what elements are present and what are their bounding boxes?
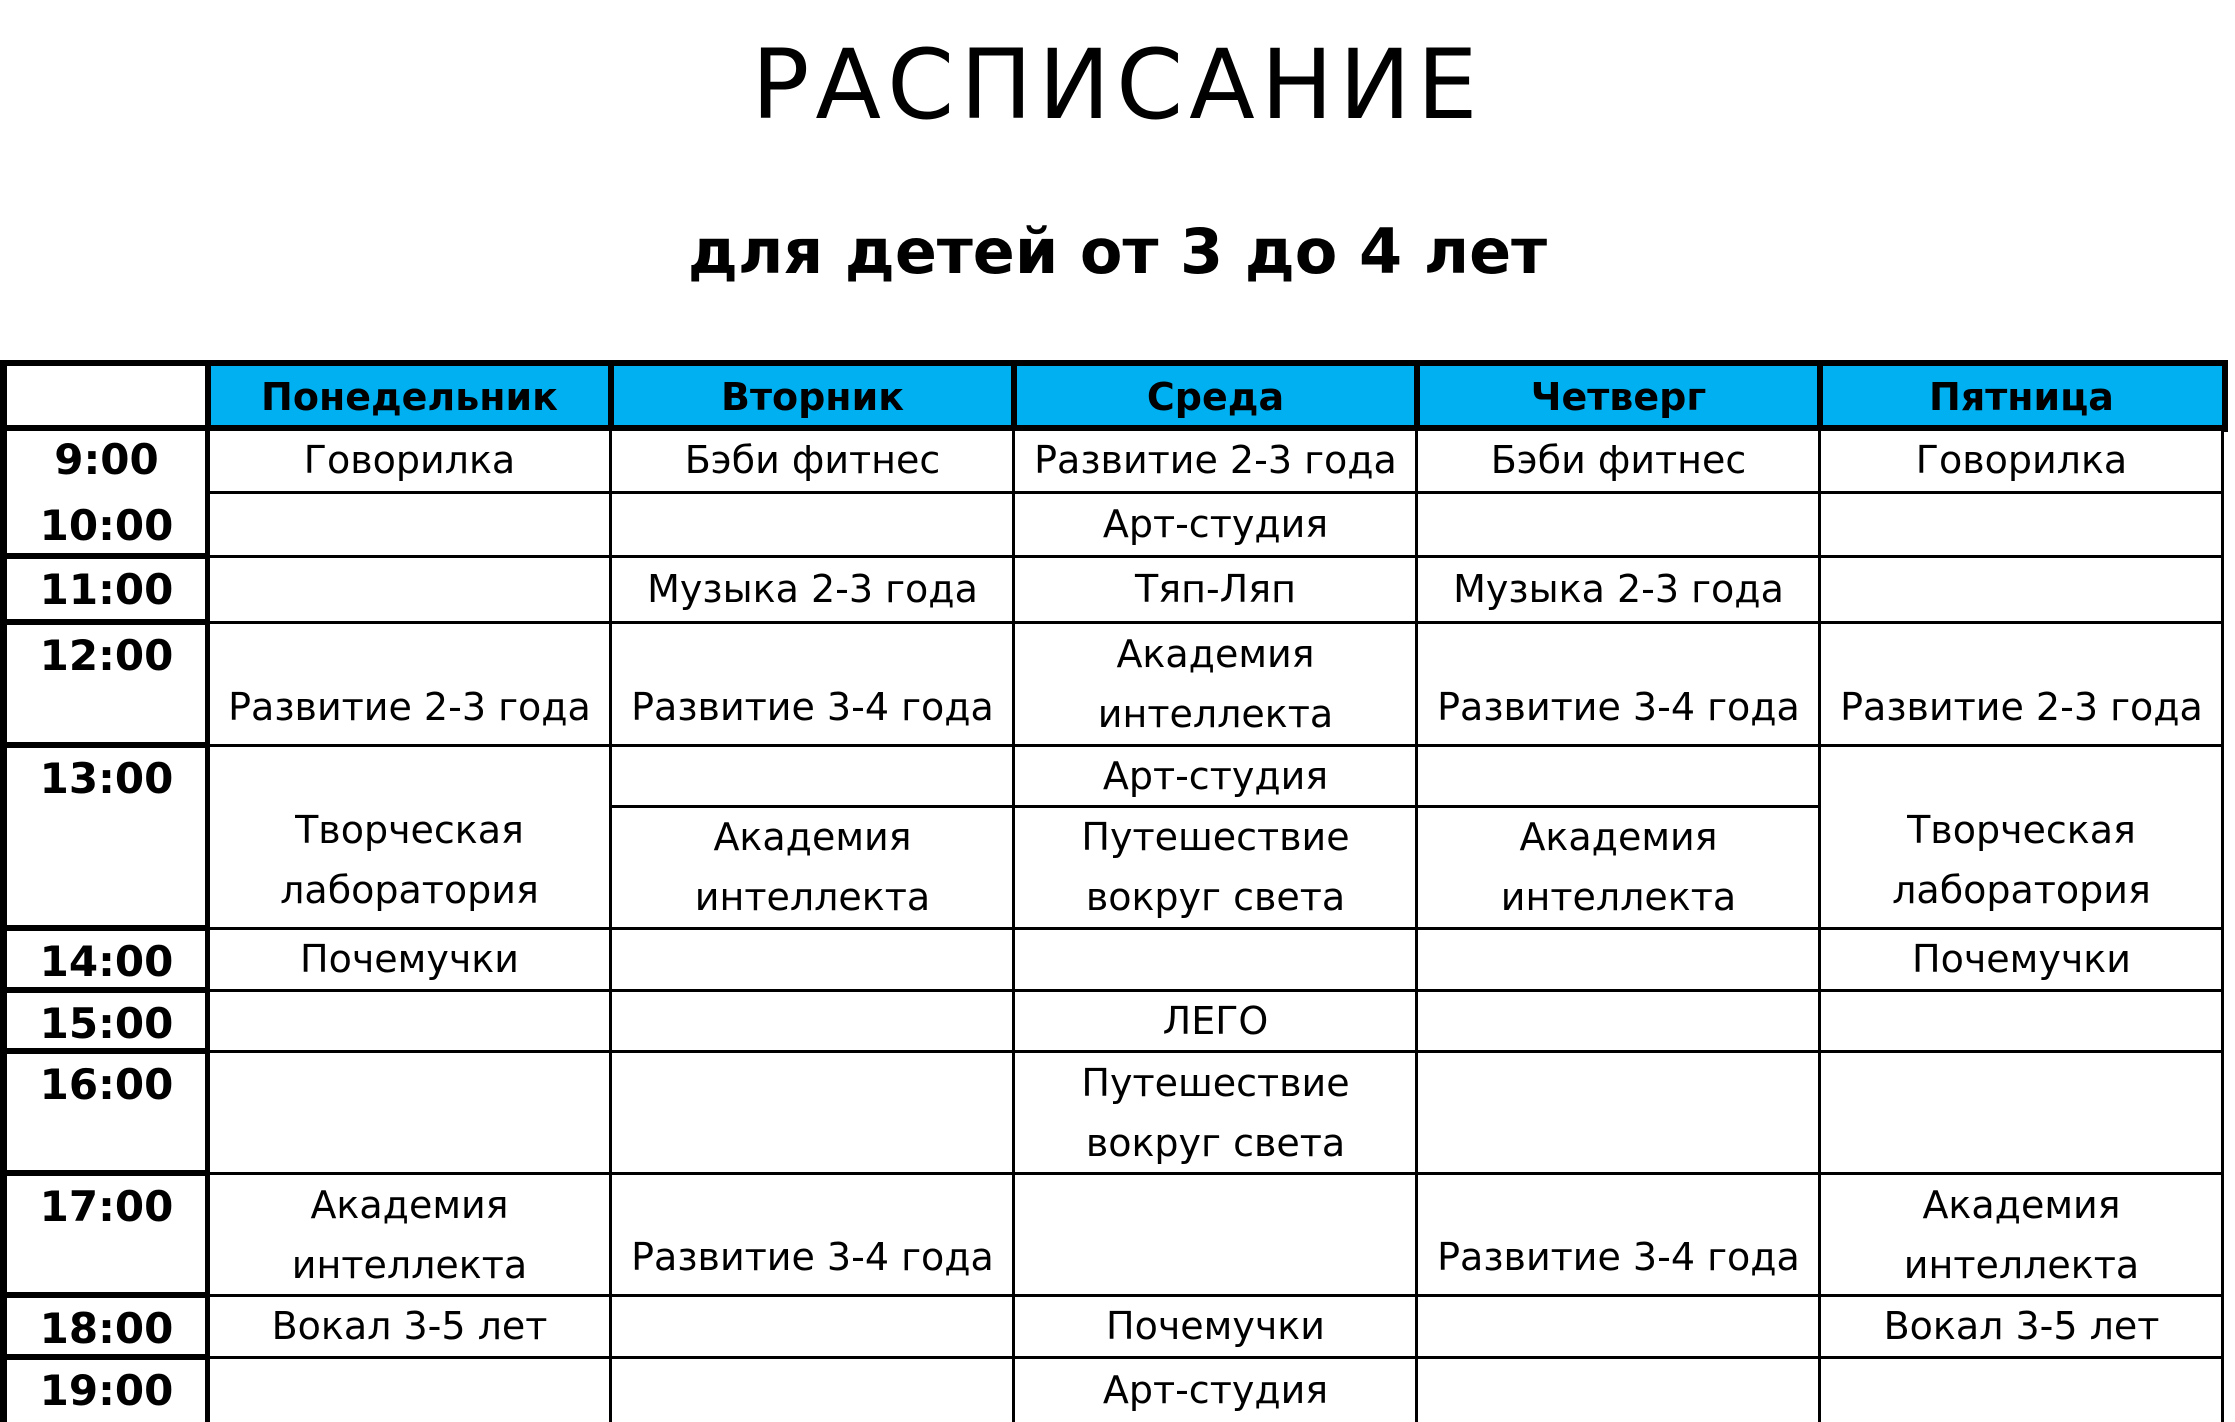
class-cell-fri-r9-line-2: интеллекта xyxy=(1903,1243,2140,1287)
time-label: 14:00 xyxy=(39,937,174,986)
day-header-mon-text: Понедельник xyxy=(261,374,558,419)
class-cell-thu-r3 xyxy=(1417,556,1820,622)
row-separator xyxy=(208,744,2223,747)
class-cell-thu-r5b-line-1: Академия xyxy=(1519,815,1718,859)
class-cell-fri-r9 xyxy=(1820,1173,2223,1295)
class-cell-wed-r7 xyxy=(1014,990,1417,1051)
row-separator xyxy=(208,555,2223,558)
class-cell-mon-r8 xyxy=(208,1051,611,1173)
class-cell-mon-r5-line-1: Творческая xyxy=(295,808,524,852)
class-cell-wed-r7-text: ЛЕГО xyxy=(1162,998,1269,1043)
schedule-table xyxy=(0,360,2225,1422)
row-separator xyxy=(208,491,2223,494)
time-row-separator xyxy=(0,619,208,625)
page-title: РАСПИСАНИЕ xyxy=(751,29,1484,141)
class-cell-tue-r2 xyxy=(611,492,1014,556)
class-cell-tue-r6 xyxy=(611,928,1014,990)
class-cell-tue-r1-text: Бэби фитнес xyxy=(684,438,941,482)
class-cell-wed-r6 xyxy=(1014,928,1417,990)
day-header-wed xyxy=(1014,365,1417,428)
class-cell-tue-r3 xyxy=(611,556,1014,622)
day-header-fri xyxy=(1820,365,2223,428)
day-header-fri-text: Пятница xyxy=(1929,374,2114,419)
class-cell-thu-r7 xyxy=(1417,990,1820,1051)
class-cell-mon-r9-line-1: Академия xyxy=(310,1183,509,1227)
class-cell-thu-r1-text: Бэби фитнес xyxy=(1490,438,1747,482)
header-bottom-border xyxy=(0,425,2227,431)
time-row-separator xyxy=(0,1292,208,1298)
class-cell-fri-r7 xyxy=(1820,990,2223,1051)
class-cell-tue-r5b-line-1: Академия xyxy=(713,815,912,859)
class-cell-wed-r8-line-1: Путешествие xyxy=(1081,1061,1350,1105)
class-cell-thu-r3-text: Музыка 2-3 года xyxy=(1453,567,1784,611)
page-subtitle: для детей от 3 до 4 лет xyxy=(687,215,1548,288)
time-row-separator xyxy=(0,925,208,931)
class-cell-fri-r6 xyxy=(1820,928,2223,990)
class-cell-mon-r2 xyxy=(208,492,611,556)
class-cell-thu-r1 xyxy=(1417,428,1820,492)
class-cell-thu-r5b xyxy=(1417,806,1820,928)
header-right-border xyxy=(2222,360,2228,432)
table-left-border xyxy=(0,360,7,1422)
time-cell-2 xyxy=(5,556,208,622)
time-row-separator xyxy=(0,987,208,993)
class-cell-thu-r4-text: Развитие 3-4 года xyxy=(1437,685,1800,729)
class-cell-fri-r1-text: Говорилка xyxy=(1915,438,2128,482)
class-cell-fri-r4 xyxy=(1820,622,2223,745)
row-separator xyxy=(208,989,2223,992)
class-cell-tue-r3-text: Музыка 2-3 года xyxy=(647,567,978,611)
class-cell-wed-r3-text: Тяп-Ляп xyxy=(1135,567,1296,611)
class-cell-thu-r9-text: Развитие 3-4 года xyxy=(1437,1235,1800,1279)
body-col-separator xyxy=(1818,428,1821,1422)
class-cell-tue-r7 xyxy=(611,990,1014,1051)
class-cell-tue-r5b-line-2: интеллекта xyxy=(694,875,931,919)
time-row-separator xyxy=(0,1354,208,1360)
time-label: 11:00 xyxy=(39,565,174,614)
time-row-separator xyxy=(0,1170,208,1176)
class-cell-wed-r10-text: Почемучки xyxy=(1106,1304,1325,1348)
class-cell-thu-r10 xyxy=(1417,1295,1820,1357)
day-header-mon xyxy=(208,365,611,428)
time-cell-6 xyxy=(5,990,208,1051)
time-label: 18:00 xyxy=(39,1304,174,1353)
time-label: 17:00 xyxy=(39,1182,174,1231)
row-separator xyxy=(208,1050,2223,1053)
class-cell-fri-r10 xyxy=(1820,1295,2223,1357)
class-cell-tue-r4 xyxy=(611,622,1014,745)
class-cell-wed-r5b-line-2: вокруг света xyxy=(1085,875,1346,919)
time-label: 12:00 xyxy=(39,631,174,680)
class-cell-fri-r2 xyxy=(1820,492,2223,556)
time-cell-0-1 xyxy=(5,428,208,556)
time-row-separator xyxy=(0,742,208,748)
time-cell-4 xyxy=(5,745,208,928)
time-label: 13:00 xyxy=(39,754,174,803)
class-cell-fri-r5-line-1: Творческая xyxy=(1907,808,2136,852)
time-cell-3 xyxy=(5,622,208,745)
class-cell-wed-r5a xyxy=(1014,745,1417,806)
table-top-border xyxy=(0,360,2227,366)
class-cell-mon-r1 xyxy=(208,428,611,492)
class-cell-thu-r8 xyxy=(1417,1051,1820,1173)
time-row-separator xyxy=(0,553,208,559)
class-cell-mon-r9-line-2: интеллекта xyxy=(291,1243,528,1287)
class-cell-mon-r1-text: Говорилка xyxy=(303,438,516,482)
class-cell-tue-r5b xyxy=(611,806,1014,928)
time-cell-10 xyxy=(5,1357,208,1422)
time-label: 9:00 xyxy=(54,435,159,484)
body-col-separator xyxy=(609,428,612,1422)
class-cell-wed-r2 xyxy=(1014,492,1417,556)
class-cell-fri-r9-line-1: Академия xyxy=(1922,1183,2121,1227)
day-header-tue xyxy=(611,365,1014,428)
body-col-separator xyxy=(1012,428,1015,1422)
class-cell-wed-r3 xyxy=(1014,556,1417,622)
class-cell-mon-r6 xyxy=(208,928,611,990)
class-cell-thu-r9 xyxy=(1417,1173,1820,1295)
time-label: 16:00 xyxy=(39,1060,174,1109)
class-cell-mon-r10-text: Вокал 3-5 лет xyxy=(271,1304,548,1348)
time-cell-9 xyxy=(5,1295,208,1357)
day-header-tue-text: Вторник xyxy=(721,374,904,419)
header-col-separator xyxy=(205,360,211,430)
class-cell-mon-r10 xyxy=(208,1295,611,1357)
class-cell-wed-r8-line-2: вокруг света xyxy=(1085,1121,1346,1165)
time-label: 10:00 xyxy=(39,501,174,550)
class-cell-wed-r9 xyxy=(1014,1173,1417,1295)
class-cell-fri-r1 xyxy=(1820,428,2223,492)
class-cell-wed-r4-line-2: интеллекта xyxy=(1097,691,1334,736)
class-cell-fri-r11 xyxy=(1820,1357,2223,1422)
class-cell-wed-r2-text: Арт-студия xyxy=(1102,502,1329,546)
class-cell-wed-r1-text: Развитие 2-3 года xyxy=(1034,438,1397,482)
class-cell-thu-r2 xyxy=(1417,492,1820,556)
class-cell-thu-r11 xyxy=(1417,1357,1820,1422)
class-cell-thu-r4 xyxy=(1417,622,1820,745)
body-col-separator xyxy=(1415,428,1418,1422)
class-cell-wed-r10 xyxy=(1014,1295,1417,1357)
class-cell-tue-r8 xyxy=(611,1051,1014,1173)
time-row-separator xyxy=(0,1048,208,1054)
class-cell-thu-r6 xyxy=(1417,928,1820,990)
day-header-thu xyxy=(1417,365,1820,428)
class-cell-mon-r5 xyxy=(208,745,611,928)
time-cell-8 xyxy=(5,1173,208,1295)
class-cell-mon-r9 xyxy=(208,1173,611,1295)
class-cell-mon-r5-line-2: лаборатория xyxy=(280,868,539,912)
class-cell-fri-r10-text: Вокал 3-5 лет xyxy=(1883,1304,2160,1348)
class-cell-mon-r6-text: Почемучки xyxy=(300,937,519,981)
class-cell-mon-r11 xyxy=(208,1357,611,1422)
row-separator xyxy=(208,1172,2223,1175)
class-cell-mon-r7 xyxy=(208,990,611,1051)
row-separator xyxy=(208,1294,2223,1297)
header-col-separator xyxy=(1011,360,1017,430)
day-header-wed-text: Среда xyxy=(1146,374,1285,419)
class-cell-tue-r9-text: Развитие 3-4 года xyxy=(631,1235,994,1279)
class-cell-wed-r5b-line-1: Путешествие xyxy=(1081,815,1350,859)
day-header-thu-text: Четверг xyxy=(1530,374,1707,419)
class-cell-wed-r11-text: Арт-студия xyxy=(1102,1367,1329,1412)
class-cell-mon-r4-text: Развитие 2-3 года xyxy=(228,685,591,729)
class-cell-mon-r3 xyxy=(208,556,611,622)
class-cell-wed-r5a-text: Арт-студия xyxy=(1102,753,1329,798)
class-cell-mon-r4 xyxy=(208,622,611,745)
header-col-separator xyxy=(1414,360,1420,430)
class-cell-tue-r11 xyxy=(611,1357,1014,1422)
header-corner xyxy=(5,365,208,428)
class-cell-wed-r5b xyxy=(1014,806,1417,928)
time-cell-7 xyxy=(5,1051,208,1173)
split-row-separator xyxy=(611,805,1820,808)
class-cell-fri-r3 xyxy=(1820,556,2223,622)
time-cell-5 xyxy=(5,928,208,990)
class-cell-tue-r10 xyxy=(611,1295,1014,1357)
table-right-border xyxy=(2221,428,2224,1422)
time-label: 15:00 xyxy=(39,999,174,1048)
time-label: 19:00 xyxy=(39,1366,174,1415)
class-cell-wed-r8 xyxy=(1014,1051,1417,1173)
class-cell-fri-r6-text: Почемучки xyxy=(1912,937,2131,981)
row-separator xyxy=(208,1356,2223,1359)
class-cell-wed-r11 xyxy=(1014,1357,1417,1422)
header-col-separator xyxy=(1817,360,1823,430)
class-cell-tue-r5a xyxy=(611,745,1014,806)
class-cell-tue-r4-text: Развитие 3-4 года xyxy=(631,685,994,729)
class-cell-fri-r4-text: Развитие 2-3 года xyxy=(1840,685,2203,729)
header-col-separator xyxy=(608,360,614,430)
row-separator xyxy=(208,621,2223,624)
class-cell-thu-r5a xyxy=(1417,745,1820,806)
class-cell-wed-r1 xyxy=(1014,428,1417,492)
class-cell-tue-r1 xyxy=(611,428,1014,492)
class-cell-tue-r9 xyxy=(611,1173,1014,1295)
class-cell-wed-r4 xyxy=(1014,622,1417,745)
class-cell-thu-r5b-line-2: интеллекта xyxy=(1500,875,1737,919)
row-separator xyxy=(208,927,2223,930)
class-cell-fri-r5 xyxy=(1820,745,2223,928)
class-cell-wed-r4-line-1: Академия xyxy=(1116,631,1315,676)
class-cell-fri-r5-line-2: лаборатория xyxy=(1892,868,2151,912)
class-cell-fri-r8 xyxy=(1820,1051,2223,1173)
